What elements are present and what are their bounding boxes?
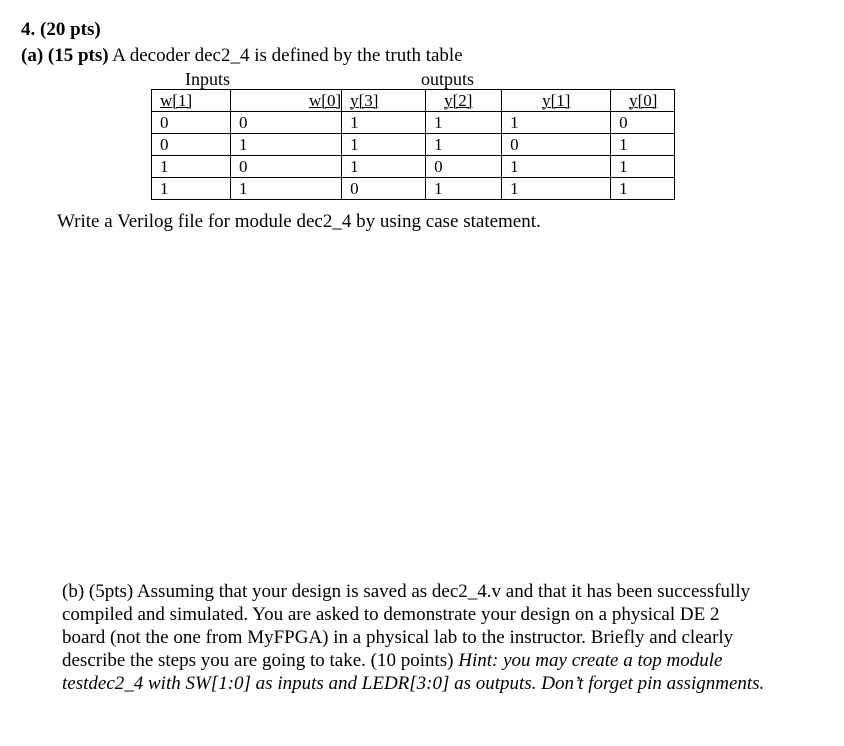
table-cell: 1 (611, 156, 675, 178)
table-cell: 1 (426, 178, 502, 200)
table-cell: 1 (502, 112, 611, 134)
part-a-label: (a) (15 pts) (21, 45, 109, 66)
table-row (152, 178, 675, 200)
table-cell: 1 (342, 134, 426, 156)
part-b-paragraph (62, 580, 822, 695)
table-row (152, 134, 675, 156)
part-b-line (62, 649, 822, 672)
table-cell: 1 (426, 134, 502, 156)
table-cell: 0 (342, 178, 426, 200)
part-b-line: (b) (5pts) Assuming that your design is saved as dec2_4.v and that it has been successfully (62, 581, 751, 602)
part-a-heading (21, 45, 463, 67)
table-header-row (152, 90, 675, 112)
table-cell: 1 (342, 156, 426, 178)
part-b-line: board (not the one from MyFPGA) in a physical lab to the instructor. Briefly and clearly (62, 627, 734, 648)
table-cell: 1 (342, 112, 426, 134)
hint-text: testdec2_4 with SW[1:0] as inputs and LEDR[3:0] as outputs. Don’t forget pin assignments. (62, 673, 765, 694)
instruction-text: Write a Verilog file for module dec2_4 by using case statement. (57, 211, 541, 232)
part-b-text: describe the steps you are going to take. (10 points) (62, 650, 459, 671)
table-cell: 1 (231, 134, 342, 156)
table-cell: 1 (502, 178, 611, 200)
table-cell: 0 (231, 156, 342, 178)
table-cell: 1 (231, 178, 342, 200)
table-cell: 0 (426, 156, 502, 178)
inputs-group-label: Inputs (185, 69, 230, 89)
header-y0: y[0] (611, 90, 675, 112)
header-y3: y[3] (342, 90, 426, 112)
table-cell: 0 (611, 112, 675, 134)
header-y1: y[1] (502, 90, 611, 112)
part-b-line: compiled and simulated. You are asked to demonstrate your design on a physical DE 2 (62, 604, 720, 625)
truth-table (151, 89, 675, 200)
table-row (152, 156, 675, 178)
table-cell: 1 (152, 178, 231, 200)
table-cell: 0 (152, 112, 231, 134)
outputs-group-label: outputs (421, 69, 475, 89)
table-cell: 1 (426, 112, 502, 134)
header-w0: w[0] (231, 90, 342, 112)
part-a-text: A decoder dec2_4 is defined by the truth table (108, 45, 463, 66)
header-w1: w[1] (152, 90, 231, 112)
table-cell: 0 (231, 112, 342, 134)
table-cell: 1 (611, 178, 675, 200)
table-cell: 0 (502, 134, 611, 156)
table-cell: 1 (502, 156, 611, 178)
question-number: 4. (20 pts) (21, 19, 101, 40)
table-row (152, 112, 675, 134)
table-cell: 0 (152, 134, 231, 156)
header-y2: y[2] (426, 90, 502, 112)
table-cell: 1 (152, 156, 231, 178)
hint-text: Hint: you may create a top module (458, 650, 723, 671)
table-cell: 1 (611, 134, 675, 156)
